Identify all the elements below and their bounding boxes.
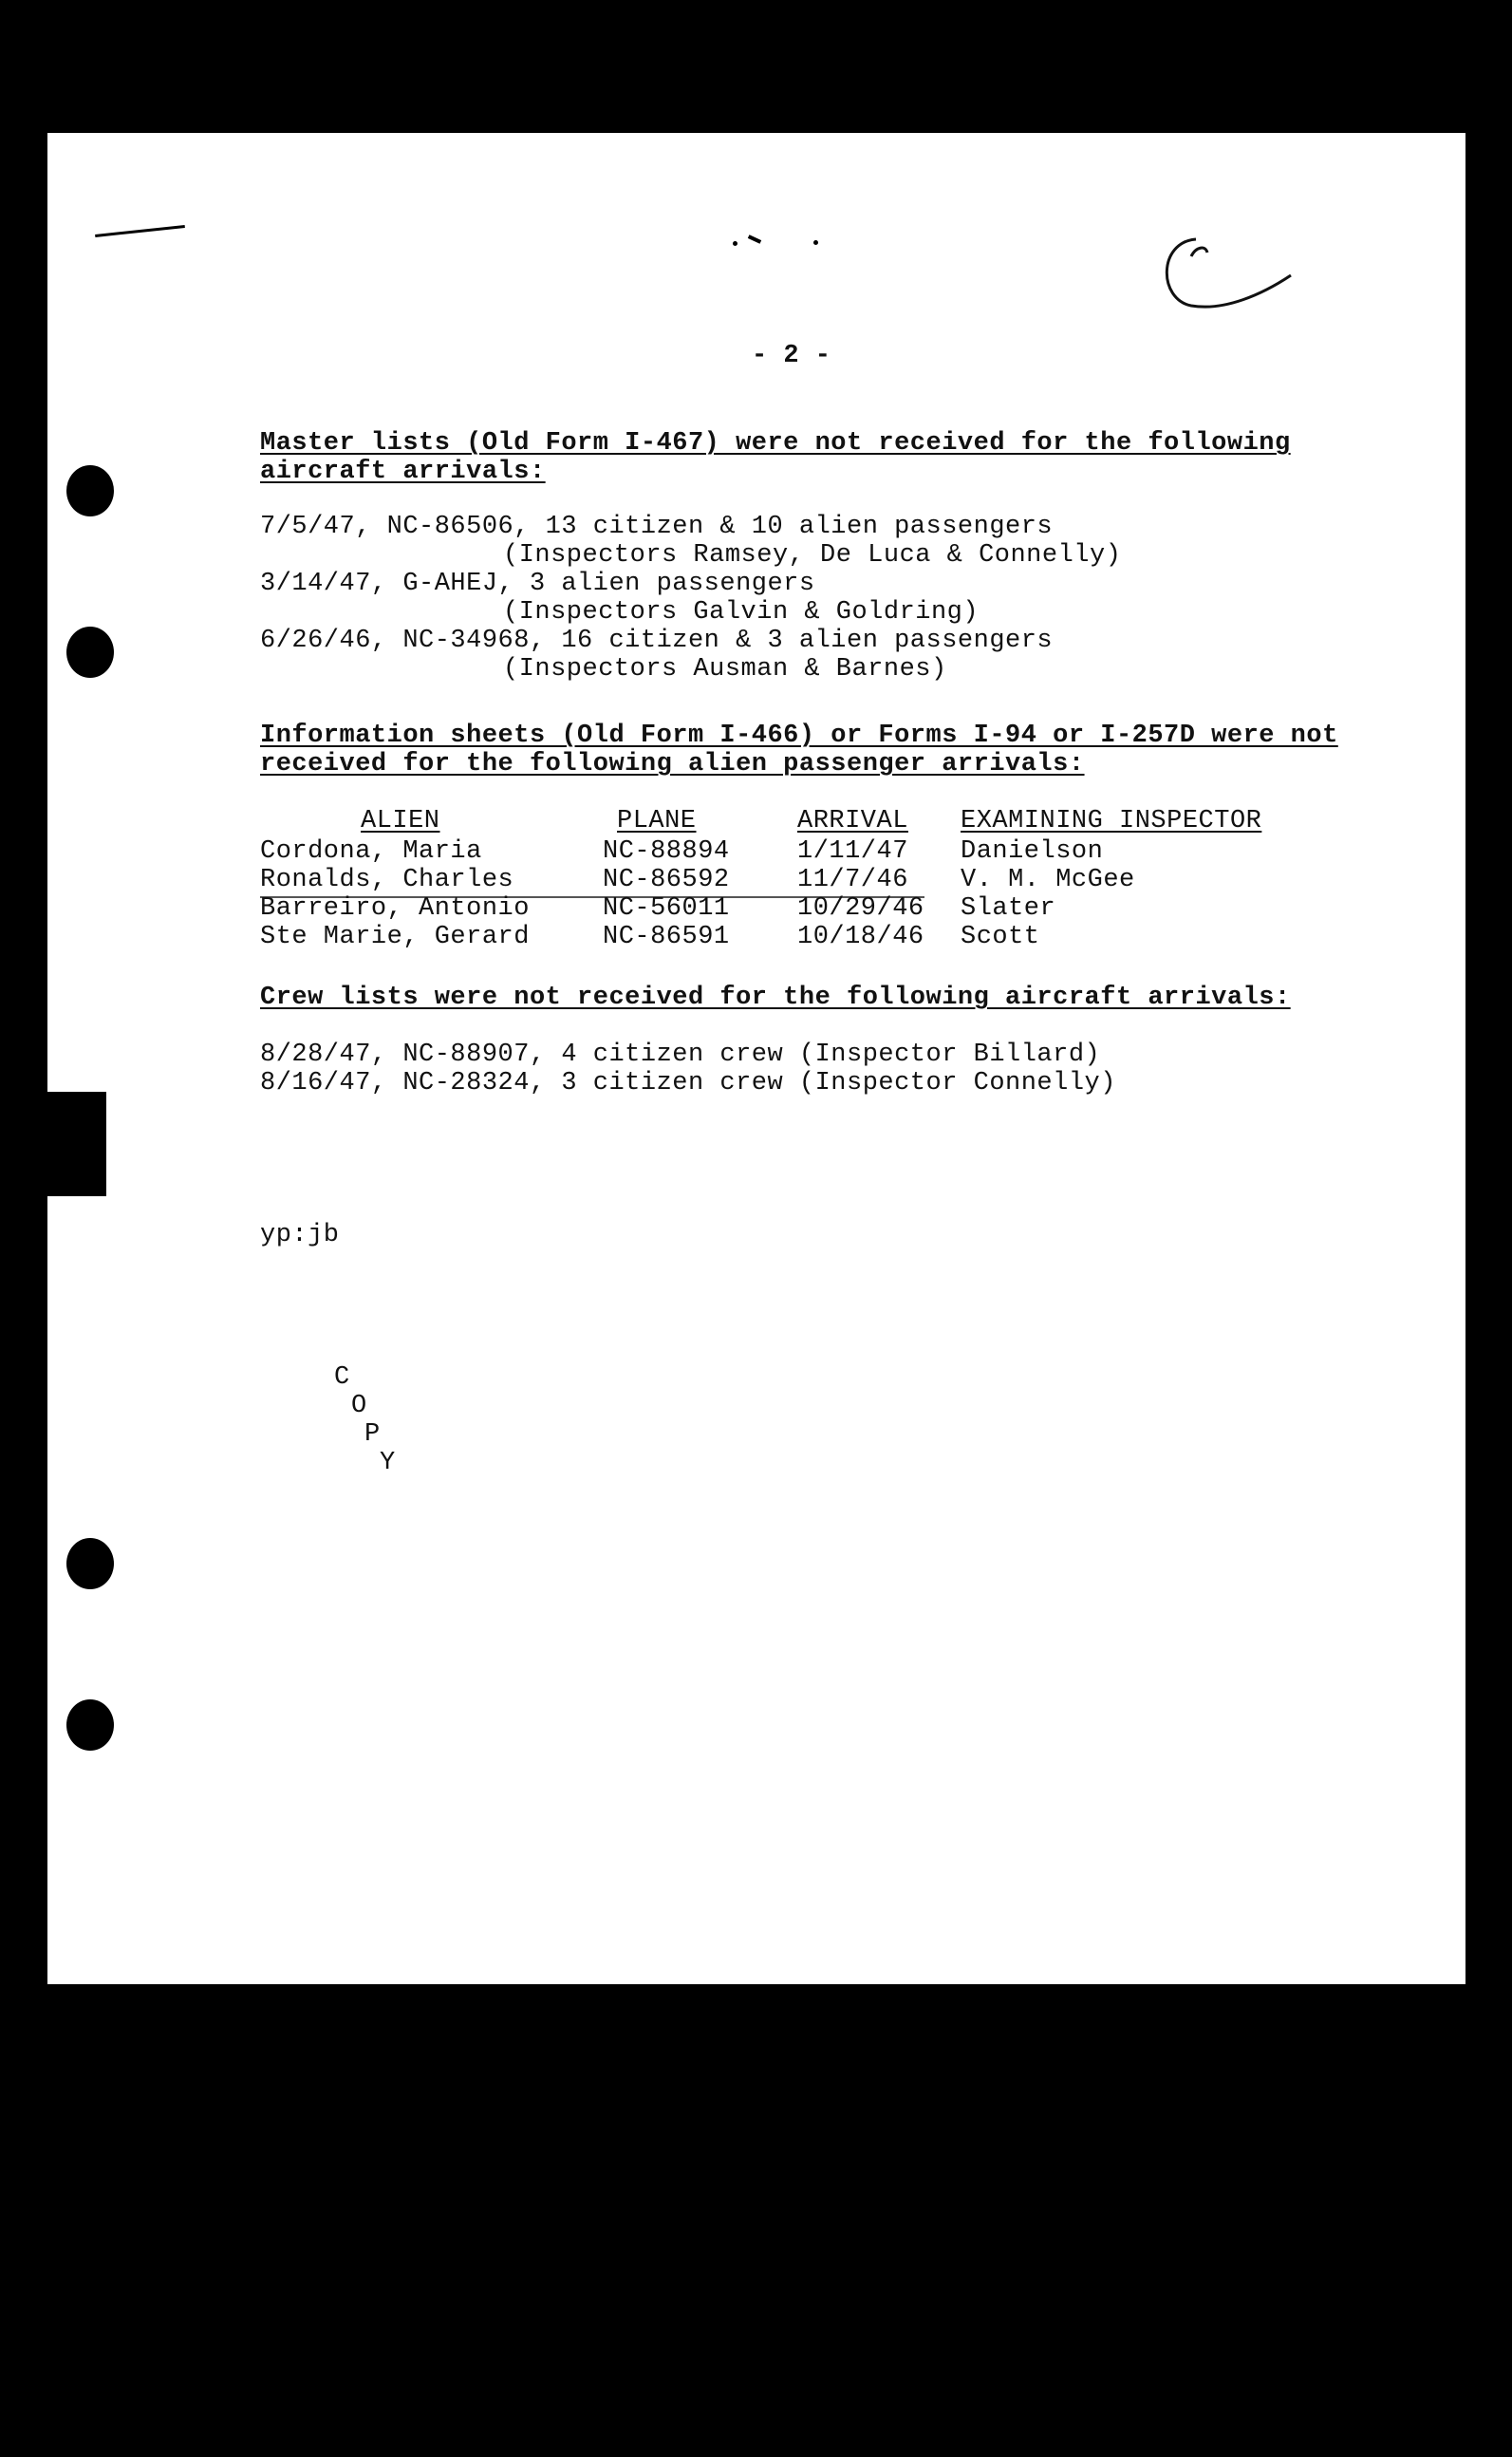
- info-heading-line1: Information sheets (Old Form I-466) or Forms I-94 or I-257D were not: [260, 722, 1338, 750]
- copy-letter: Y: [380, 1449, 396, 1477]
- page-number: - 2 -: [752, 342, 831, 370]
- table-cell-alien: Ronalds, Charles: [260, 866, 514, 894]
- crew-heading: Crew lists were not received for the following aircraft arrivals:: [260, 984, 1291, 1012]
- table-cell-plane: NC-56011: [603, 894, 730, 923]
- column-header-arrival: ARRIVAL: [797, 807, 908, 835]
- stray-mark: [813, 240, 818, 245]
- table-cell-inspector: V. M. McGee: [961, 866, 1135, 894]
- table-cell-alien: Barreiro, Antonio: [260, 894, 530, 923]
- punch-hole: [66, 1538, 114, 1589]
- column-header-alien: ALIEN: [361, 807, 440, 835]
- typist-initials: yp:jb: [260, 1221, 340, 1249]
- table-cell-arrival: 10/29/46: [797, 894, 924, 923]
- master-entry-inspectors: (Inspectors Galvin & Goldring): [503, 598, 980, 627]
- table-cell-plane: NC-88894: [603, 837, 730, 866]
- copy-letter: P: [364, 1420, 381, 1449]
- master-entry: 7/5/47, NC-86506, 13 citizen & 10 alien passengers: [260, 513, 1054, 541]
- column-header-inspector: EXAMINING INSPECTOR: [961, 807, 1262, 835]
- copy-letter: C: [334, 1363, 350, 1392]
- stray-mark: [733, 241, 737, 246]
- master-heading-line1: Master lists (Old Form I-467) were not received for the following: [260, 429, 1291, 458]
- table-cell-plane: NC-86591: [603, 923, 730, 951]
- page-edge-notch: [47, 1092, 106, 1196]
- master-entry: 3/14/47, G-AHEJ, 3 alien passengers: [260, 570, 815, 598]
- handwritten-corner-mark: [1139, 218, 1310, 332]
- punch-hole: [66, 465, 114, 516]
- master-heading-line2: aircraft arrivals:: [260, 458, 546, 486]
- table-cell-inspector: Danielson: [961, 837, 1104, 866]
- document-page: [47, 133, 1465, 1984]
- table-cell-arrival: 11/7/46: [797, 866, 908, 894]
- column-header-plane: PLANE: [617, 807, 697, 835]
- punch-hole: [66, 1699, 114, 1751]
- table-cell-arrival: 10/18/46: [797, 923, 924, 951]
- punch-hole: [66, 627, 114, 678]
- stray-mark: [748, 234, 761, 244]
- info-heading-line2: received for the following alien passenger arrivals:: [260, 750, 1085, 778]
- master-entry-inspectors: (Inspectors Ausman & Barnes): [503, 655, 947, 684]
- copy-letter: O: [351, 1392, 367, 1420]
- master-entry-inspectors: (Inspectors Ramsey, De Luca & Connelly): [503, 541, 1122, 570]
- crew-entry: 8/28/47, NC-88907, 4 citizen crew (Inspector Billard): [260, 1041, 1101, 1069]
- table-cell-plane: NC-86592: [603, 866, 730, 894]
- table-cell-inspector: Slater: [961, 894, 1056, 923]
- crew-entry: 8/16/47, NC-28324, 3 citizen crew (Inspector Connelly): [260, 1069, 1116, 1097]
- table-cell-inspector: Scott: [961, 923, 1040, 951]
- table-cell-alien: Cordona, Maria: [260, 837, 482, 866]
- table-cell-arrival: 1/11/47: [797, 837, 908, 866]
- stray-mark: [95, 225, 185, 237]
- table-cell-alien: Ste Marie, Gerard: [260, 923, 530, 951]
- master-entry: 6/26/46, NC-34968, 16 citizen & 3 alien passengers: [260, 627, 1054, 655]
